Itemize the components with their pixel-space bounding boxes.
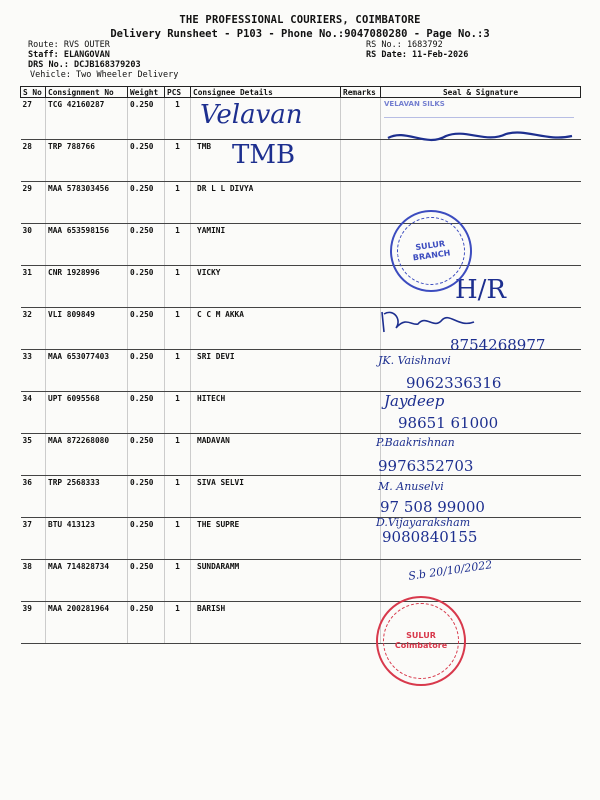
row-pcs: 1 bbox=[165, 518, 191, 560]
row-consignment-no: MAA 200281964 bbox=[46, 602, 128, 644]
row-consignment-no: TRP 2568333 bbox=[46, 476, 128, 518]
table-row bbox=[21, 434, 581, 476]
row-weight: 0.250 bbox=[128, 140, 165, 182]
row-consignment-no: MAA 653598156 bbox=[46, 224, 128, 266]
row-consignee: THE SUPRE bbox=[191, 518, 341, 560]
table-row bbox=[21, 518, 581, 560]
handwriting-r37-phone: 9080840155 bbox=[382, 528, 478, 546]
table-header-row bbox=[21, 87, 581, 98]
row-consignment-no: MAA 714828734 bbox=[46, 560, 128, 602]
row-consignment-no: VLI 809849 bbox=[46, 308, 128, 350]
row-pcs: 1 bbox=[165, 602, 191, 644]
row27-rect-stamp-text: VELAVAN SILKS bbox=[384, 100, 445, 108]
row-pcs: 1 bbox=[165, 266, 191, 308]
row-remarks bbox=[341, 518, 381, 560]
row-pcs: 1 bbox=[165, 434, 191, 476]
rs-date-field: RS Date: 11-Feb-2026 bbox=[366, 50, 469, 60]
col-sno: S No bbox=[21, 87, 46, 98]
handwriting-r34-name: Jaydeep bbox=[384, 392, 445, 410]
row-consignment-no: UPT 6095568 bbox=[46, 392, 128, 434]
row-weight: 0.250 bbox=[128, 602, 165, 644]
row-sno: 27 bbox=[21, 98, 46, 140]
row-sno: 37 bbox=[21, 518, 46, 560]
handwriting-r38-sign: S.b 20/10/2022 bbox=[407, 558, 494, 583]
row-consignee: SIVA SELVI bbox=[191, 476, 341, 518]
row-sno: 28 bbox=[21, 140, 46, 182]
row-pcs: 1 bbox=[165, 476, 191, 518]
col-remarks: Remarks bbox=[341, 87, 381, 98]
row-remarks bbox=[341, 266, 381, 308]
row-sno: 31 bbox=[21, 266, 46, 308]
document-title: THE PROFESSIONAL COURIERS, COIMBATORE bbox=[179, 14, 421, 26]
row-consignment-no: MAA 653077403 bbox=[46, 350, 128, 392]
handwriting-r33-name: JK. Vaishnavi bbox=[378, 354, 451, 367]
row-consignment-no: TCG 42160287 bbox=[46, 98, 128, 140]
handwriting-r37-name: D.Vijayaraksham bbox=[376, 516, 471, 529]
row-pcs: 1 bbox=[165, 98, 191, 140]
row-remarks bbox=[341, 392, 381, 434]
row-remarks bbox=[341, 434, 381, 476]
college-stamp bbox=[376, 596, 466, 686]
row-weight: 0.250 bbox=[128, 224, 165, 266]
col-consignee: Consignee Details bbox=[191, 87, 341, 98]
row-consignee: C C M AKKA bbox=[191, 308, 341, 350]
row-consignee: MADAVAN bbox=[191, 434, 341, 476]
row-sno: 29 bbox=[21, 182, 46, 224]
col-weight: Weight bbox=[128, 87, 165, 98]
rs-no-field: RS No.: 1683792 bbox=[366, 40, 443, 50]
table-row bbox=[21, 476, 581, 518]
row-pcs: 1 bbox=[165, 350, 191, 392]
handwriting-r31-mark: H/R bbox=[455, 275, 507, 305]
row-weight: 0.250 bbox=[128, 266, 165, 308]
meta-right bbox=[366, 40, 468, 60]
row-pcs: 1 bbox=[165, 182, 191, 224]
signature-scribble-r27 bbox=[386, 128, 576, 148]
row-consignee: BARISH bbox=[191, 602, 341, 644]
row-remarks bbox=[341, 350, 381, 392]
row-consignment-no: MAA 578303456 bbox=[46, 182, 128, 224]
row-consignment-no: BTU 413123 bbox=[46, 518, 128, 560]
row-weight: 0.250 bbox=[128, 182, 165, 224]
table-row bbox=[21, 560, 581, 602]
row-consignment-no: CNR 1928996 bbox=[46, 266, 128, 308]
row-consignee: DR L L DIVYA bbox=[191, 182, 341, 224]
row-sno: 36 bbox=[21, 476, 46, 518]
row-pcs: 1 bbox=[165, 308, 191, 350]
signature-scribble-r32 bbox=[378, 306, 488, 336]
row-sno: 33 bbox=[21, 350, 46, 392]
row-sno: 34 bbox=[21, 392, 46, 434]
col-signature: Seal & Signature bbox=[381, 87, 581, 98]
vehicle-field: Vehicle: Two Wheeler Delivery bbox=[30, 70, 179, 80]
row-sno: 35 bbox=[21, 434, 46, 476]
handwriting-r35-phone: 9976352703 bbox=[378, 457, 474, 475]
row-sno: 30 bbox=[21, 224, 46, 266]
row-weight: 0.250 bbox=[128, 350, 165, 392]
college-stamp-city: Coimbatore bbox=[394, 641, 448, 650]
row-pcs: 1 bbox=[165, 140, 191, 182]
handwriting-r27-name: Velavan bbox=[200, 100, 303, 130]
row-consignee: HITECH bbox=[191, 392, 341, 434]
row-consignment-no: TRP 788766 bbox=[46, 140, 128, 182]
table-row bbox=[21, 602, 581, 644]
row-remarks bbox=[341, 560, 381, 602]
row-consignee: VICKY bbox=[191, 266, 341, 308]
handwriting-r34-phone: 98651 61000 bbox=[398, 414, 499, 432]
handwriting-r36-phone: 97 508 99000 bbox=[380, 498, 485, 516]
row-remarks bbox=[341, 98, 381, 140]
table-row bbox=[21, 182, 581, 224]
row-remarks bbox=[341, 308, 381, 350]
row-remarks bbox=[341, 182, 381, 224]
row-consignee: SUNDARAMM bbox=[191, 560, 341, 602]
row-consignee: SRI DEVI bbox=[191, 350, 341, 392]
staff-field: Staff: ELANGOVAN bbox=[28, 50, 110, 60]
row-weight: 0.250 bbox=[128, 308, 165, 350]
college-stamp-sulur: SULUR bbox=[406, 631, 436, 640]
row-weight: 0.250 bbox=[128, 518, 165, 560]
row-consignee: YAMINI bbox=[191, 224, 341, 266]
col-consignment: Consignment No bbox=[46, 87, 128, 98]
row-pcs: 1 bbox=[165, 224, 191, 266]
row-sno: 38 bbox=[21, 560, 46, 602]
row-weight: 0.250 bbox=[128, 560, 165, 602]
row-pcs: 1 bbox=[165, 392, 191, 434]
row-pcs: 1 bbox=[165, 560, 191, 602]
handwriting-r36-name: M. Anuselvi bbox=[378, 480, 444, 493]
row-consignee: TMB bbox=[191, 140, 341, 182]
row27-rect-stamp bbox=[384, 100, 574, 118]
handwriting-r28-name: TMB bbox=[232, 140, 296, 170]
row-weight: 0.250 bbox=[128, 98, 165, 140]
row-remarks bbox=[341, 602, 381, 644]
drs-field: DRS No.: DCJB168379203 bbox=[28, 60, 141, 70]
row-remarks bbox=[341, 476, 381, 518]
row-sno: 39 bbox=[21, 602, 46, 644]
row-weight: 0.250 bbox=[128, 434, 165, 476]
handwriting-r33-phone: 9062336316 bbox=[406, 374, 502, 392]
table-row bbox=[21, 224, 581, 266]
handwriting-r32-phone: 8754268977 bbox=[450, 336, 546, 354]
row-weight: 0.250 bbox=[128, 392, 165, 434]
row-remarks bbox=[341, 140, 381, 182]
row-consignment-no: MAA 872268080 bbox=[46, 434, 128, 476]
document-subtitle: Delivery Runsheet - P103 - Phone No.:9047080280 - Page No.:3 bbox=[110, 28, 490, 40]
meta-left bbox=[28, 40, 178, 80]
runsheet-table bbox=[20, 86, 581, 644]
handwriting-r35-name: P.Baakrishnan bbox=[376, 436, 455, 449]
col-pcs: PCS bbox=[165, 87, 191, 98]
row-remarks bbox=[341, 224, 381, 266]
route-field: Route: RVS OUTER bbox=[28, 40, 110, 50]
row-weight: 0.250 bbox=[128, 476, 165, 518]
row-sno: 32 bbox=[21, 308, 46, 350]
sulur-branch-stamp-text: SULUR BRANCH bbox=[412, 239, 451, 263]
